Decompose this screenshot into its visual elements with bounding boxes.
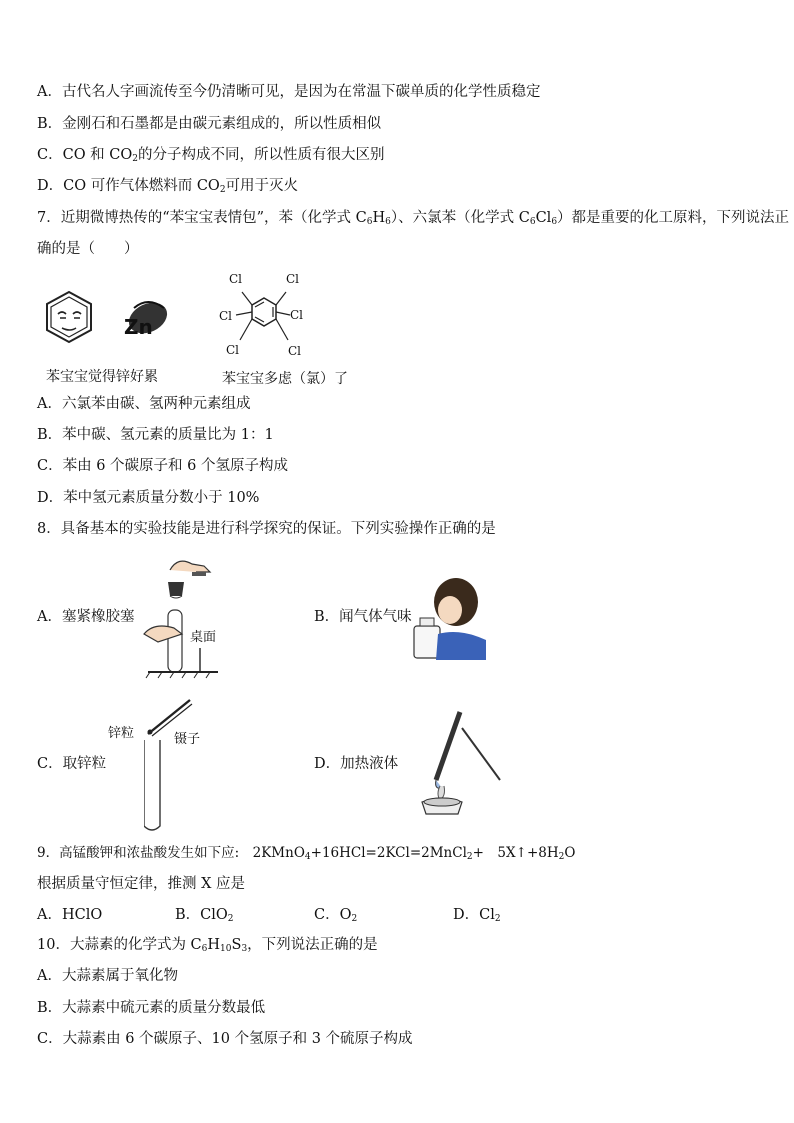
- q8-option-c: C．取锌粒: [37, 756, 107, 772]
- q9-stem: 9．高锰酸钾和浓盐酸发生如下应: 2KMnO$_4$+16HCl=2KCl=2MnCl$_2$+ $5X↑+8H_2O$: [37, 845, 576, 862]
- q7-option-a: A．六氯苯由碳、氢两种元素组成: [37, 396, 251, 412]
- q7-stem: 7．近期微博热传的“苯宝宝表情包”，苯（化学式 $C_6H_6$）、六氯苯（化学式 $C_6Cl_6$）都是重要的化工原料，下列说法正: [37, 210, 790, 227]
- benzene-caption: 苯宝宝觉得锌好累: [46, 369, 158, 385]
- q6-option-a: A．古代名人字画流传至今仍清晰可见，是因为在常温下碳单质的化学性质稳定: [37, 84, 541, 100]
- cl-label: Cl: [219, 309, 233, 323]
- q9-option-d: D．$Cl_2$: [453, 907, 501, 924]
- q8-stem: 8．具备基本的实验技能是进行科学探究的保证。下列实验操作正确的是: [37, 521, 496, 537]
- zinc-granule-figure: [144, 694, 194, 834]
- q8-option-b: B．闻气体气味: [314, 609, 412, 625]
- benzene-emoji-image: [40, 288, 175, 358]
- q6-option-d: D．CO 可作气体燃料而 $CO_2$可用于灭火: [37, 178, 299, 195]
- cl-label: Cl: [288, 344, 302, 358]
- tweezers-label: 镊子: [174, 732, 201, 747]
- q7-option-c: C．苯由 6 个碳原子和 6 个氢原子构成: [37, 458, 288, 474]
- hexachlorobenzene-caption: 苯宝宝多虑（氯）了: [222, 371, 348, 387]
- cl-label: Cl: [286, 272, 300, 286]
- stopper-insertion-figure: [140, 550, 220, 680]
- q7-option-d: D．苯中氢元素质量分数小于 10%: [37, 490, 260, 506]
- heating-liquid-figure: [392, 708, 504, 820]
- q9-option-c: C．$O_2$: [314, 907, 358, 924]
- cl-label: Cl: [229, 272, 243, 286]
- q9-option-b: B．ClO$_2$: [175, 907, 234, 924]
- cl-label: Cl: [226, 343, 240, 357]
- desk-label: 桌面: [190, 630, 217, 645]
- q10-option-c: C．大蒜素由 6 个碳原子、10 个氢原子和 3 个硫原子构成: [37, 1031, 413, 1047]
- q7-option-b: B．苯中碳、氢元素的质量比为 1：1: [37, 427, 274, 443]
- q10-option-a: A．大蒜素属于氧化物: [37, 968, 178, 984]
- q8-option-a: A．塞紧橡胶塞: [37, 609, 135, 625]
- q9-stem-cont: 根据质量守恒定律，推测 X 应是: [37, 876, 246, 892]
- zinc-label: 锌粒: [108, 726, 135, 741]
- zn-text: Zn: [124, 315, 153, 339]
- smell-gas-figure: [410, 568, 490, 663]
- q6-option-c: C．CO 和 $CO_2$的分子构成不同，所以性质有很大区别: [37, 147, 385, 164]
- q6-option-b: B．金刚石和石墨都是由碳元素组成的，所以性质相似: [37, 116, 382, 132]
- q9-option-a: A．HClO: [37, 907, 103, 923]
- q8-option-d: D．加热液体: [314, 756, 399, 772]
- q10-stem: 10．大蒜素的化学式为 $C_6H_{10}S_3$，下列说法正确的是: [37, 937, 378, 954]
- q10-option-b: B．大蒜素中硫元素的质量分数最低: [37, 1000, 266, 1016]
- cl-label: Cl: [290, 308, 304, 322]
- q7-stem-cont: 确的是（ ）: [37, 241, 139, 257]
